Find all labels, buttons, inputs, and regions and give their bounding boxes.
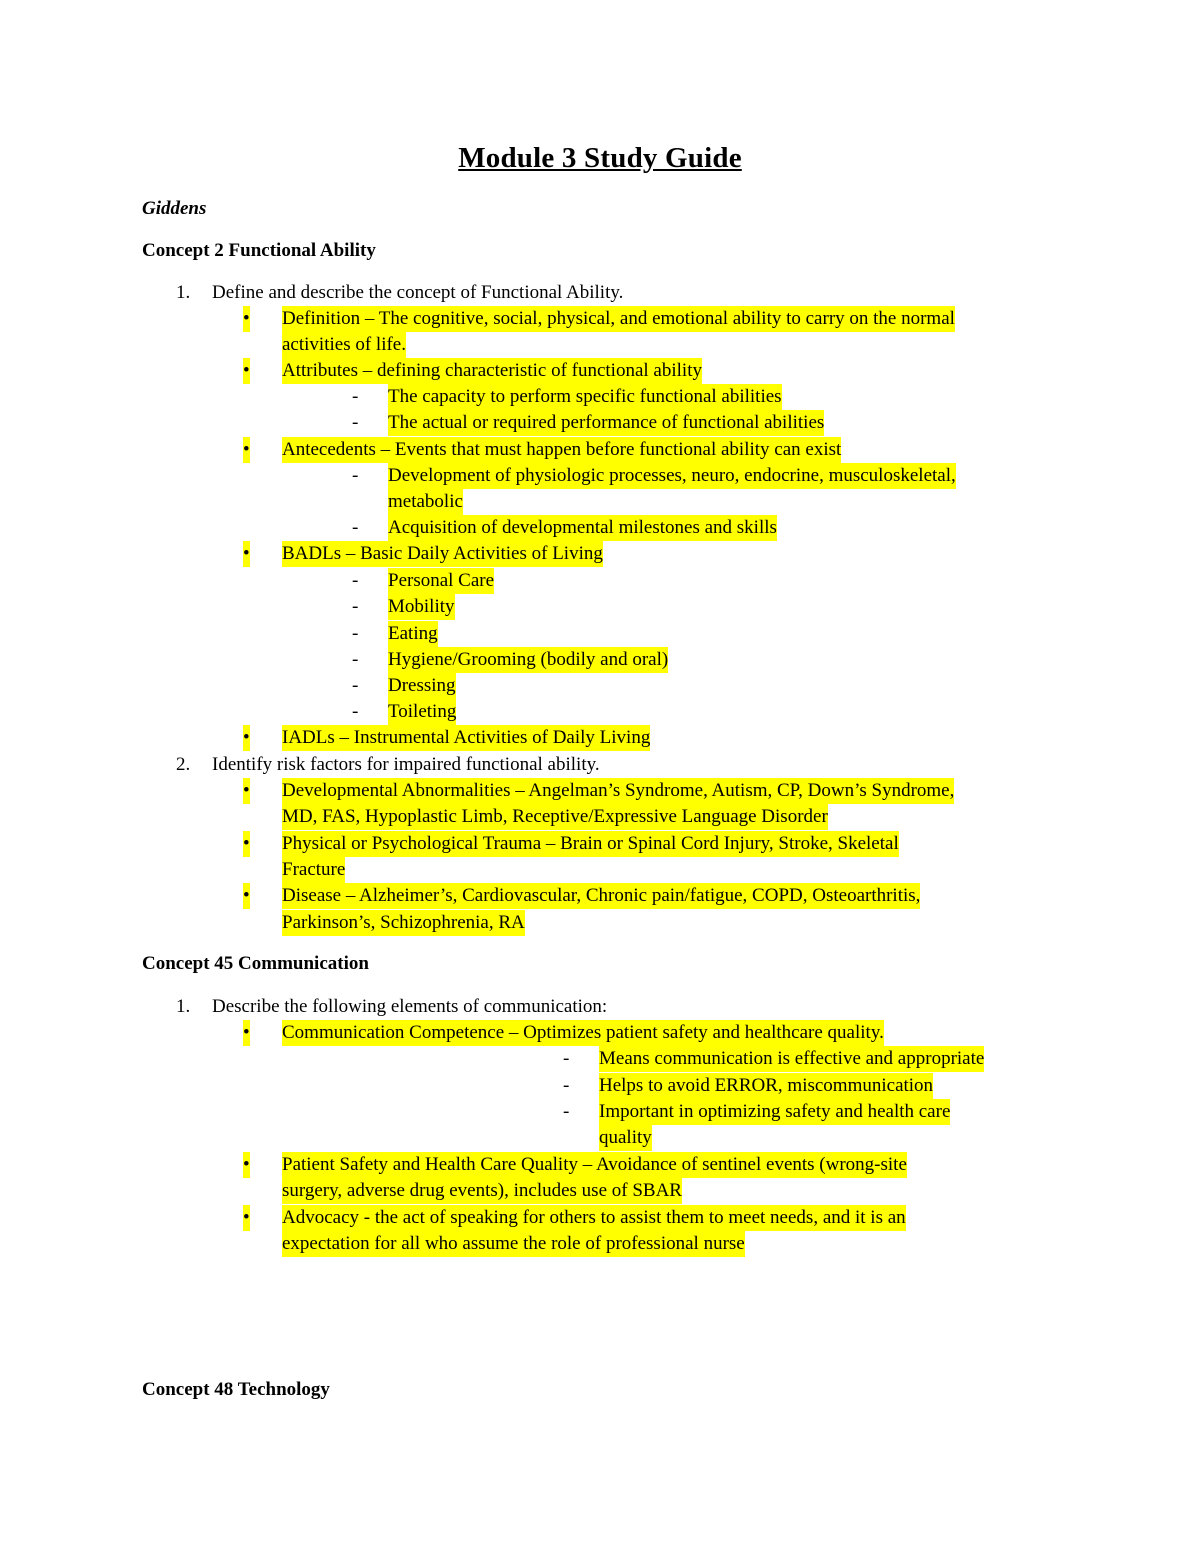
list-item: BADLs – Basic Daily Activities of Living xyxy=(282,541,603,567)
list-item: Advocacy - the act of speaking for others to assist them to meet needs, and it is an xyxy=(282,1205,906,1231)
list-item: Communication Competence – Optimizes patient safety and healthcare quality. xyxy=(282,1020,884,1046)
list-item: activities of life. xyxy=(282,332,406,358)
list-item: Developmental Abnormalities – Angelman’s Syndrome, Autism, CP, Down’s Syndrome, xyxy=(282,778,954,804)
list-item: expectation for all who assume the role of professional nurse xyxy=(282,1231,745,1257)
question-text: Describe the following elements of communication: xyxy=(212,996,608,1017)
bullet: • xyxy=(243,831,250,857)
badl-item: Mobility xyxy=(388,594,455,620)
list-item: surgery, adverse drug events), includes use of SBAR xyxy=(282,1178,682,1204)
dash: - xyxy=(352,517,359,538)
list-item: Parkinson’s, Schizophrenia, RA xyxy=(282,910,525,936)
sub-item: The actual or required performance of functional abilities xyxy=(388,410,824,436)
list-number: 1. xyxy=(176,996,191,1017)
list-item: Definition – The cognitive, social, physical, and emotional ability to carry on the normal xyxy=(282,306,955,332)
concept-2-heading: Concept 2 Functional Ability xyxy=(142,240,376,261)
sub-item: The capacity to perform specific functional abilities xyxy=(388,384,782,410)
dash: - xyxy=(352,570,359,591)
dash: - xyxy=(352,412,359,433)
sub-item: Development of physiologic processes, neuro, endocrine, musculoskeletal, xyxy=(388,463,956,489)
bullet: • xyxy=(243,883,250,909)
list-number: 1. xyxy=(176,282,191,303)
badl-item: Hygiene/Grooming (bodily and oral) xyxy=(388,647,668,673)
question-text: Define and describe the concept of Functional Ability. xyxy=(212,282,624,303)
badl-item: Eating xyxy=(388,621,438,647)
bullet: • xyxy=(243,541,250,567)
sub-item: quality xyxy=(599,1125,652,1151)
dash: - xyxy=(563,1048,570,1069)
source-label: Giddens xyxy=(142,198,207,219)
dash: - xyxy=(352,675,359,696)
dash: - xyxy=(352,386,359,407)
bullet: • xyxy=(243,358,250,384)
dash: - xyxy=(563,1101,570,1122)
bullet: • xyxy=(243,1152,250,1178)
dash: - xyxy=(352,623,359,644)
badl-item: Toileting xyxy=(388,699,456,725)
sub-item: metabolic xyxy=(388,489,463,515)
sub-item: Acquisition of developmental milestones and skills xyxy=(388,515,777,541)
bullet: • xyxy=(243,1205,250,1231)
bullet: • xyxy=(243,437,250,463)
list-item: Antecedents – Events that must happen before functional ability can exist xyxy=(282,437,841,463)
list-item: Attributes – defining characteristic of functional ability xyxy=(282,358,702,384)
question-text: Identify risk factors for impaired functional ability. xyxy=(212,754,600,775)
list-item: Disease – Alzheimer’s, Cardiovascular, Chronic pain/fatigue, COPD, Osteoarthritis, xyxy=(282,883,920,909)
list-number: 2. xyxy=(176,754,191,775)
list-item: Fracture xyxy=(282,857,345,883)
dash: - xyxy=(352,649,359,670)
page-title: Module 3 Study Guide xyxy=(458,142,742,174)
list-item: Physical or Psychological Trauma – Brain or Spinal Cord Injury, Stroke, Skeletal xyxy=(282,831,899,857)
dash: - xyxy=(563,1075,570,1096)
bullet: • xyxy=(243,306,250,332)
bullet: • xyxy=(243,1020,250,1046)
bullet: • xyxy=(243,778,250,804)
list-item: IADLs – Instrumental Activities of Daily Living xyxy=(282,725,650,751)
list-item: Patient Safety and Health Care Quality – Avoidance of sentinel events (wrong-site xyxy=(282,1152,907,1178)
concept-48-heading: Concept 48 Technology xyxy=(142,1379,330,1400)
sub-item: Important in optimizing safety and health care xyxy=(599,1099,950,1125)
sub-item: Helps to avoid ERROR, miscommunication xyxy=(599,1073,933,1099)
list-item: MD, FAS, Hypoplastic Limb, Receptive/Expressive Language Disorder xyxy=(282,804,828,830)
concept-45-heading: Concept 45 Communication xyxy=(142,953,369,974)
badl-item: Personal Care xyxy=(388,568,494,594)
dash: - xyxy=(352,596,359,617)
dash: - xyxy=(352,465,359,486)
dash: - xyxy=(352,701,359,722)
sub-item: Means communication is effective and appropriate xyxy=(599,1046,984,1072)
bullet: • xyxy=(243,725,250,751)
badl-item: Dressing xyxy=(388,673,456,699)
